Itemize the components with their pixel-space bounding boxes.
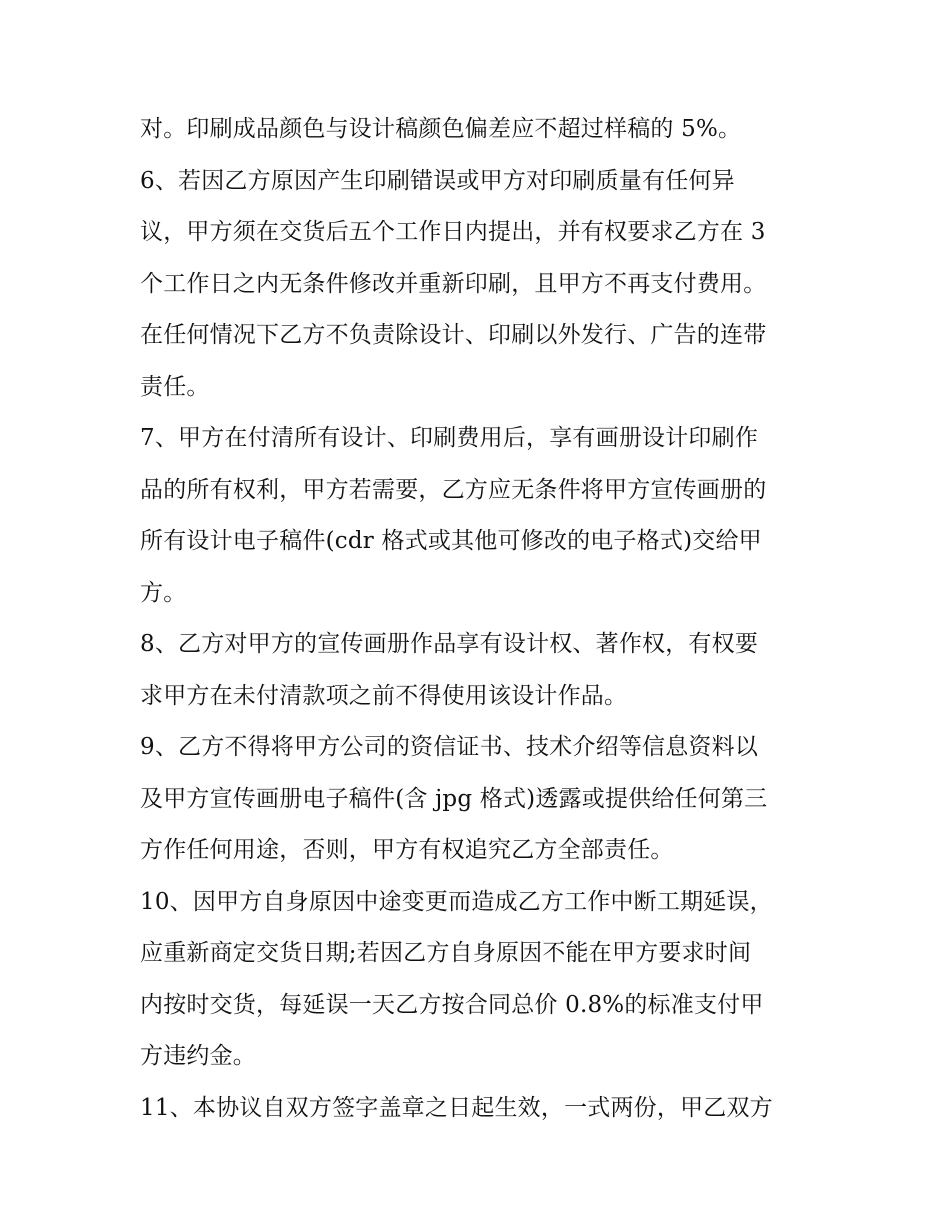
text-line: 品的所有权利，甲方若需要，乙方应无条件将甲方宣传画册的 [140,476,767,503]
text-line: 议，甲方须在交货后五个工作日内提出，并有权要求乙方在 3 [140,219,766,245]
text-line: 求甲方在未付清款项之前不得使用该设计作品。 [140,682,628,709]
contract-text [140,104,820,1134]
text-line: 10、因甲方自身原因中途变更而造成乙方工作中断工期延误， [140,888,773,915]
text-line: 方违约金。 [140,1043,256,1069]
text-line: 内按时交货，每延误一天乙方按合同总价 0.8%的标准支付甲 [140,991,764,1018]
text-line: 8、乙方对甲方的宣传画册作品享有设计权、著作权，有权要 [140,631,759,657]
text-line: 在任何情况下乙方不负责除设计、印刷以外发行、广告的连带 [140,322,767,348]
text-line: 7、甲方在付清所有设计、印刷费用后，享有画册设计印刷作 [140,425,759,451]
text-line: 6、若因乙方原因产生印刷错误或甲方对印刷质量有任何异 [140,167,735,194]
text-line: 9、乙方不得将甲方公司的资信证书、技术介绍等信息资料以 [140,734,759,760]
text-line: 方作任何用途，否则，甲方有权追究乙方全部责任。 [140,837,674,863]
text-line: 对。印刷成品颜色与设计稿颜色偏差应不超过样稿的 5%。 [140,116,742,142]
text-line: 及甲方宣传画册电子稿件(含 jpg 格式)透露或提供给任何第三 [140,785,768,812]
text-line: 责任。 [140,373,210,400]
text-line: 应重新商定交货日期;若因乙方自身原因不能在甲方要求时间 [140,940,752,966]
text-line: 所有设计电子稿件(cdr 格式或其他可修改的电子格式)交给甲 [140,528,762,554]
text-line: 方。 [140,579,187,606]
text-line: 11、本协议自双方签字盖章之日起生效，一式两份，甲乙双方 [140,1094,773,1121]
text-line: 个工作日之内无条件修改并重新印刷，且甲方不再支付费用。 [140,270,767,297]
